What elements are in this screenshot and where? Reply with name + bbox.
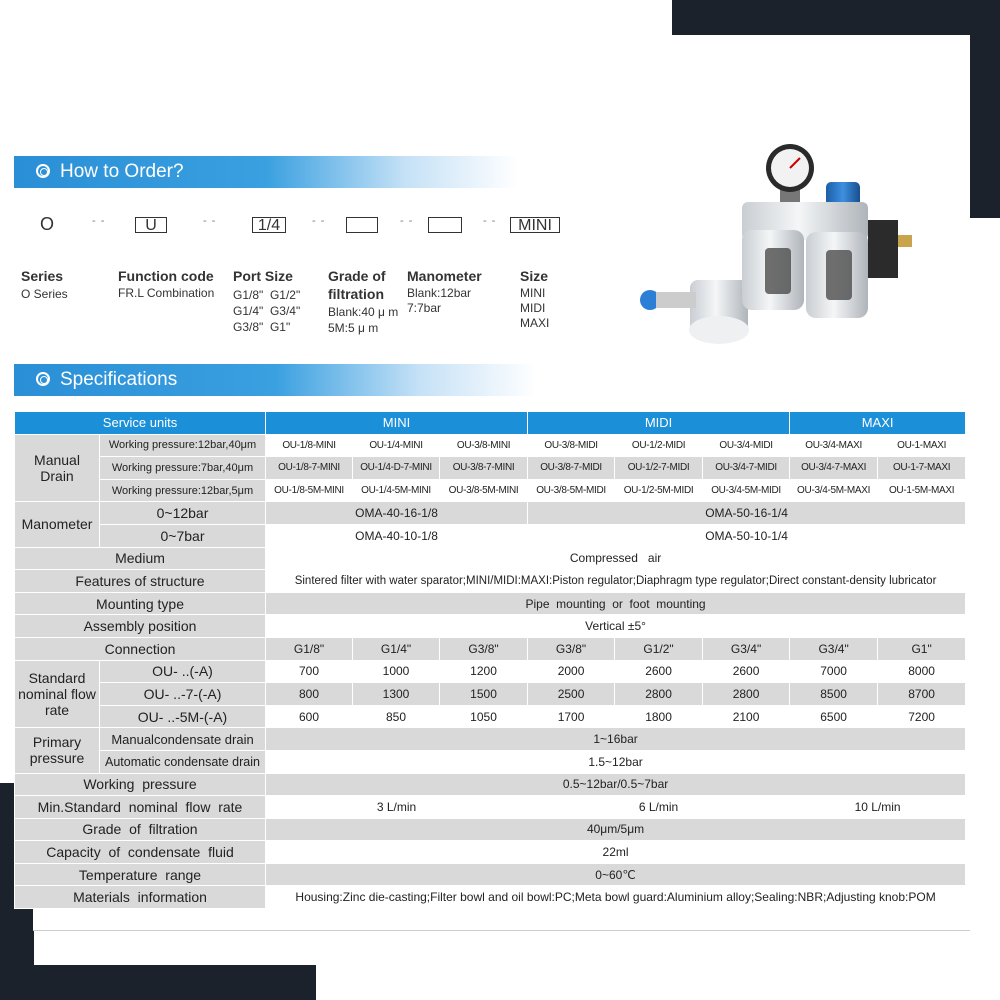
working-pressure-value: 0.5~12bar/0.5~7bar xyxy=(266,773,966,796)
model-cell: OU-1/8-7-MINI xyxy=(266,457,353,480)
series-heading: Series xyxy=(21,268,64,284)
capacity-label: Capacity of condensate fluid xyxy=(15,841,266,864)
flow-cell: 1300 xyxy=(353,683,440,706)
flow-cell: 2100 xyxy=(703,705,790,728)
code-series: O xyxy=(40,214,55,234)
code-manometer-box xyxy=(428,217,462,233)
mounting-value: Pipe mounting or foot mounting xyxy=(266,592,966,615)
min-flow-midi: 6 L/min xyxy=(528,796,790,819)
model-cell: OU-3/8-7-MIDI xyxy=(528,457,615,480)
size-line-3: MAXI xyxy=(520,316,550,330)
model-cell: OU-3/8-7-MINI xyxy=(440,457,528,480)
how-to-order-title: How to Order? xyxy=(60,161,184,182)
table-row xyxy=(15,728,966,751)
table-row xyxy=(15,570,966,593)
flow-cell: 6500 xyxy=(790,705,878,728)
header-midi: MIDI xyxy=(528,412,790,435)
flow-cell: 1200 xyxy=(440,660,528,683)
model-cell: OU-3/8-MIDI xyxy=(528,434,615,457)
temperature-label: Temperature range xyxy=(15,863,266,886)
flow-cell: 800 xyxy=(266,683,353,706)
flow-cell: 700 xyxy=(266,660,353,683)
dash-2: - - xyxy=(203,215,217,227)
flow-cell: 1500 xyxy=(440,683,528,706)
model-cell: OU-1/8-5M-MINI xyxy=(266,479,353,502)
grade-label: Grade of filtration xyxy=(15,818,266,841)
model-cell: OU-3/4-5M-MAXI xyxy=(790,479,878,502)
model-cell: OU-1-MAXI xyxy=(878,434,966,457)
row-label: OU- ..-5M-(-A) xyxy=(100,705,266,728)
manometer-line-1: Blank:12bar xyxy=(407,286,472,300)
table-row xyxy=(15,457,966,480)
flow-cell: 2600 xyxy=(615,660,703,683)
row-label: Automatic condensate drain xyxy=(100,750,266,773)
frame-right-strip xyxy=(970,0,1000,218)
size-heading: Size xyxy=(520,268,549,284)
flow-cell: 8500 xyxy=(790,683,878,706)
connection-cell: G3/4" xyxy=(790,637,878,660)
model-cell: OU-1/4-MINI xyxy=(353,434,440,457)
min-flow-mini: 3 L/min xyxy=(266,796,528,819)
primary-pressure-label: Primary pressure xyxy=(15,728,100,773)
port-line-3: G3/8" G1" xyxy=(233,320,291,334)
function-text: FR.L Combination xyxy=(118,286,215,300)
manometer-heading: Manometer xyxy=(407,268,482,284)
specifications-header xyxy=(14,364,594,396)
medium-value: Compressed air xyxy=(266,547,966,570)
connection-label: Connection xyxy=(15,637,266,660)
manometer-line-2: 7:7bar xyxy=(407,301,442,315)
model-cell: OU-3/8-5M-MIDI xyxy=(528,479,615,502)
grade-value: 40μm/5μm xyxy=(266,818,966,841)
manometer-mini: OMA-40-10-1/8 xyxy=(266,524,528,547)
connection-cell: G1" xyxy=(878,637,966,660)
dash-1: - - xyxy=(92,215,106,227)
frl-unit-image xyxy=(630,140,920,350)
table-row xyxy=(15,434,966,457)
header-service-units: Service units xyxy=(15,412,266,435)
filtration-heading-2: filtration xyxy=(328,286,384,302)
table-row xyxy=(15,841,966,864)
model-cell: OU-3/8-MINI xyxy=(440,434,528,457)
flow-cell: 1700 xyxy=(528,705,615,728)
flow-cell: 8000 xyxy=(878,660,966,683)
frame-bottom-strip xyxy=(0,965,316,1000)
size-line-2: MIDI xyxy=(520,301,546,315)
series-text: O Series xyxy=(21,287,68,301)
model-cell: OU-3/4-MIDI xyxy=(703,434,790,457)
model-cell: OU-3/4-5M-MIDI xyxy=(703,479,790,502)
connection-cell: G1/2" xyxy=(615,637,703,660)
working-pressure-label: Working pressure xyxy=(15,773,266,796)
flow-cell: 2000 xyxy=(528,660,615,683)
temperature-value: 0~60℃ xyxy=(266,863,966,886)
row-label: OU- ..(-A) xyxy=(100,660,266,683)
port-line-2: G1/4" G3/4" xyxy=(233,304,301,318)
table-row xyxy=(15,524,966,547)
table-row xyxy=(15,773,966,796)
dash-4: - - xyxy=(400,215,414,227)
spec-table xyxy=(14,411,966,909)
table-row xyxy=(15,502,966,525)
manometer-midi-maxi: OMA-50-10-1/4 xyxy=(528,524,966,547)
flow-cell: 7000 xyxy=(790,660,878,683)
filtration-line-2: 5M:5 μ m xyxy=(328,321,379,335)
port-line-1: G1/8" G1/2" xyxy=(233,288,301,302)
table-row xyxy=(15,818,966,841)
how-to-order-header xyxy=(14,156,574,188)
table-row xyxy=(15,547,966,570)
dash-3: - - xyxy=(312,215,326,227)
header-maxi: MAXI xyxy=(790,412,966,435)
flow-cell: 1050 xyxy=(440,705,528,728)
model-cell: OU-1/2-5M-MIDI xyxy=(615,479,703,502)
code-function-box: U xyxy=(135,217,167,233)
code-size-box: MINI xyxy=(510,217,560,233)
table-row xyxy=(15,863,966,886)
connection-cell: G1/4" xyxy=(353,637,440,660)
medium-label: Medium xyxy=(15,547,266,570)
specifications-title: Specifications xyxy=(60,369,178,390)
row-label: Working pressure:12bar,5μm xyxy=(100,479,266,502)
flow-cell: 2600 xyxy=(703,660,790,683)
filtration-heading-1: Grade of xyxy=(328,268,386,284)
table-row xyxy=(15,683,966,706)
assembly-label: Assembly position xyxy=(15,615,266,638)
code-filtration-box xyxy=(346,217,378,233)
min-flow-maxi: 10 L/min xyxy=(790,796,966,819)
flow-rate-label: Standard nominal flow rate xyxy=(15,660,100,728)
table-row xyxy=(15,592,966,615)
row-label: Working pressure:12bar,40μm xyxy=(100,434,266,457)
header-mini: MINI xyxy=(266,412,528,435)
features-value: Sintered filter with water sparator;MINI/MIDI:MAXI:Piston regulator;Diaphragm type regulator;Direct constant-density lubricator xyxy=(266,570,966,593)
manometer-mini: OMA-40-16-1/8 xyxy=(266,502,528,525)
flow-cell: 1800 xyxy=(615,705,703,728)
frame-left-rule xyxy=(33,930,34,965)
manual-drain-label: Manual Drain xyxy=(15,434,100,502)
materials-label: Materials information xyxy=(15,886,266,909)
flow-cell: 7200 xyxy=(878,705,966,728)
model-cell: OU-1-5M-MAXI xyxy=(878,479,966,502)
flow-cell: 8700 xyxy=(878,683,966,706)
table-row xyxy=(15,479,966,502)
table-header-row xyxy=(15,412,966,435)
min-flow-label: Min.Standard nominal flow rate xyxy=(15,796,266,819)
flow-cell: 2800 xyxy=(703,683,790,706)
table-row xyxy=(15,796,966,819)
size-line-1: MINI xyxy=(520,286,546,300)
frame-bottom-rule xyxy=(33,930,970,931)
table-row xyxy=(15,637,966,660)
mounting-label: Mounting type xyxy=(15,592,266,615)
flow-cell: 1000 xyxy=(353,660,440,683)
model-cell: OU-1-7-MAXI xyxy=(878,457,966,480)
flow-cell: 850 xyxy=(353,705,440,728)
primary-manual-value: 1~16bar xyxy=(266,728,966,751)
function-heading: Function code xyxy=(118,268,214,284)
capacity-value: 22ml xyxy=(266,841,966,864)
connection-cell: G3/4" xyxy=(703,637,790,660)
port-heading: Port Size xyxy=(233,268,293,284)
circle-icon xyxy=(36,164,50,178)
filtration-line-1: Blank:40 μ m xyxy=(328,305,399,319)
primary-auto-value: 1.5~12bar xyxy=(266,750,966,773)
model-cell: OU-1/4-D-7-MINI xyxy=(353,457,440,480)
circle-icon xyxy=(36,372,50,386)
features-label: Features of structure xyxy=(15,570,266,593)
model-cell: OU-3/4-7-MAXI xyxy=(790,457,878,480)
flow-cell: 2800 xyxy=(615,683,703,706)
row-label: Manualcondensate drain xyxy=(100,728,266,751)
frame-top-right-block xyxy=(672,0,1000,35)
model-cell: OU-3/4-MAXI xyxy=(790,434,878,457)
model-cell: OU-1/2-MIDI xyxy=(615,434,703,457)
row-label: 0~7bar xyxy=(100,524,266,547)
code-port-box: 1/4 xyxy=(252,217,286,233)
connection-cell: G3/8" xyxy=(440,637,528,660)
assembly-value: Vertical ±5° xyxy=(266,615,966,638)
table-row xyxy=(15,886,966,909)
model-cell: OU-3/8-5M-MINI xyxy=(440,479,528,502)
table-row xyxy=(15,615,966,638)
model-cell: OU-3/4-7-MIDI xyxy=(703,457,790,480)
dash-5: - - xyxy=(483,215,497,227)
manometer-label: Manometer xyxy=(15,502,100,547)
table-row xyxy=(15,705,966,728)
manometer-midi-maxi: OMA-50-16-1/4 xyxy=(528,502,966,525)
model-cell: OU-1/8-MINI xyxy=(266,434,353,457)
connection-cell: G1/8" xyxy=(266,637,353,660)
table-row xyxy=(15,660,966,683)
model-cell: OU-1/4-5M-MINI xyxy=(353,479,440,502)
flow-cell: 2500 xyxy=(528,683,615,706)
model-cell: OU-1/2-7-MIDI xyxy=(615,457,703,480)
connection-cell: G3/8" xyxy=(528,637,615,660)
flow-cell: 600 xyxy=(266,705,353,728)
table-row xyxy=(15,750,966,773)
row-label: OU- ..-7-(-A) xyxy=(100,683,266,706)
materials-value: Housing:Zinc die-casting;Filter bowl and oil bowl:PC;Meta bowl guard:Aluminium alloy;Sealing:NBR;Adjusting knob:POM xyxy=(266,886,966,909)
row-label: 0~12bar xyxy=(100,502,266,525)
row-label: Working pressure:7bar,40μm xyxy=(100,457,266,480)
